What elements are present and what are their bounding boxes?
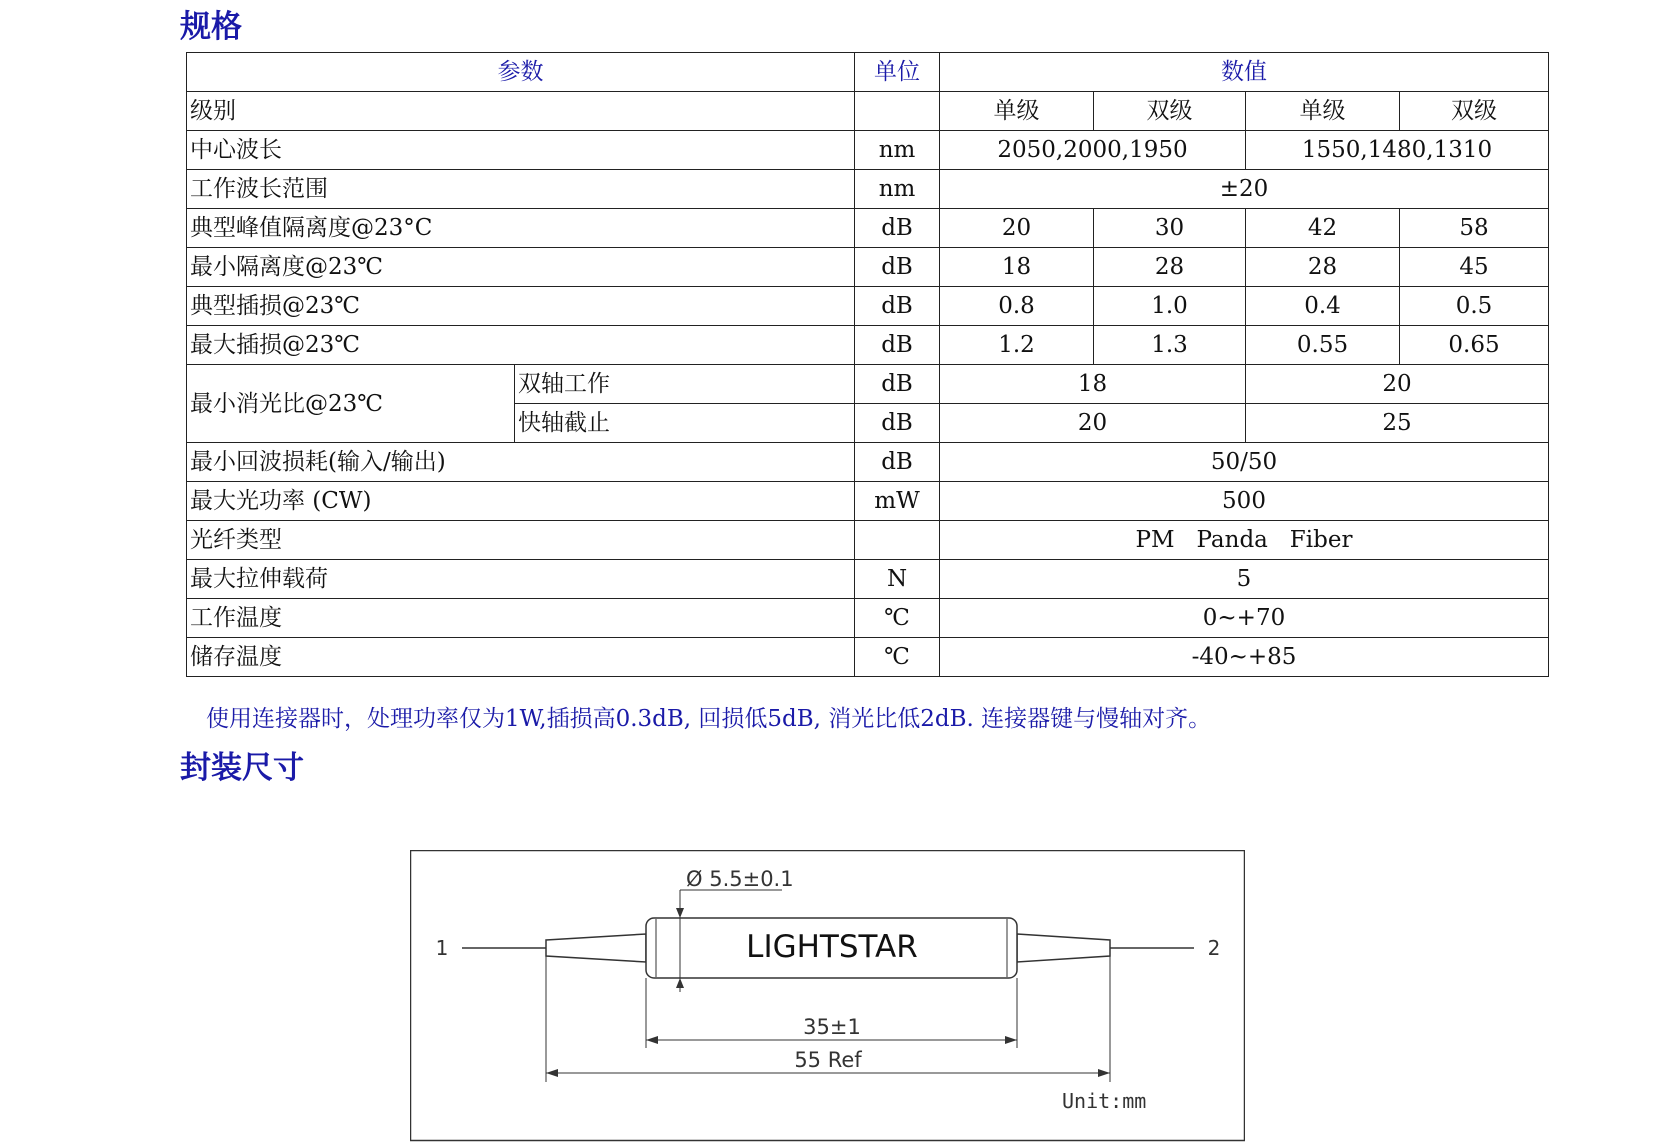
value-cell: 1.2 — [940, 326, 1094, 365]
value-cell: -40~+85 — [940, 638, 1549, 677]
value-cell: 0.5 — [1400, 287, 1549, 326]
grade-cell: 双级 — [1094, 92, 1246, 131]
total-length-label: 55 Ref — [794, 1048, 862, 1072]
table-header-row — [187, 53, 1549, 92]
value-cell: 18 — [940, 248, 1094, 287]
row-unit: nm — [855, 170, 940, 209]
port1-label: 1 — [435, 936, 449, 960]
value-cell: 18 — [940, 365, 1246, 404]
row-label: 级别 — [187, 92, 855, 131]
row-label: 最大拉伸载荷 — [187, 560, 855, 599]
value-cell: 1550,1480,1310 — [1246, 131, 1549, 170]
row-label: 最小隔离度@23℃ — [187, 248, 855, 287]
row-label: 典型峰值隔离度@23°C — [187, 209, 855, 248]
header-unit: 单位 — [855, 53, 940, 92]
diameter-label: Ø 5.5±0.1 — [686, 867, 794, 891]
value-cell: 58 — [1400, 209, 1549, 248]
row-label: 典型插损@23℃ — [187, 287, 855, 326]
sub-label: 快轴截止 — [515, 404, 855, 443]
row-label: 工作温度 — [187, 599, 855, 638]
unit-label: Unit:mm — [1062, 1089, 1147, 1113]
sub-label: 双轴工作 — [515, 365, 855, 404]
row-unit: nm — [855, 131, 940, 170]
table-row — [187, 287, 1549, 326]
value-cell: ±20 — [940, 170, 1549, 209]
value-cell: 20 — [940, 404, 1246, 443]
row-unit: dB — [855, 326, 940, 365]
value-cell: 1.0 — [1094, 287, 1246, 326]
row-unit: dB — [855, 365, 940, 404]
row-unit: ℃ — [855, 599, 940, 638]
value-cell: 0.55 — [1246, 326, 1400, 365]
row-unit — [855, 521, 940, 560]
table-row — [187, 209, 1549, 248]
table-row — [187, 248, 1549, 287]
table-row — [187, 131, 1549, 170]
value-cell: 20 — [940, 209, 1094, 248]
value-cell: 0.8 — [940, 287, 1094, 326]
value-cell: 28 — [1246, 248, 1400, 287]
row-label: 中心波长 — [187, 131, 855, 170]
value-cell: 5 — [940, 560, 1549, 599]
grade-cell: 单级 — [1246, 92, 1400, 131]
row-unit: dB — [855, 404, 940, 443]
table-row — [187, 92, 1549, 131]
spec-table — [186, 52, 1549, 677]
row-unit: N — [855, 560, 940, 599]
brand-label: LIGHTSTAR — [746, 929, 918, 965]
value-cell: 0.65 — [1400, 326, 1549, 365]
table-row — [187, 638, 1549, 677]
row-label: 光纤类型 — [187, 521, 855, 560]
package-heading: 封装尺寸 — [180, 750, 304, 786]
table-row — [187, 170, 1549, 209]
row-unit: dB — [855, 287, 940, 326]
row-label: 储存温度 — [187, 638, 855, 677]
port2-label: 2 — [1207, 936, 1221, 960]
table-row — [187, 599, 1549, 638]
value-cell: 500 — [940, 482, 1549, 521]
value-cell: 2050,2000,1950 — [940, 131, 1246, 170]
table-row — [187, 521, 1549, 560]
row-unit: dB — [855, 443, 940, 482]
table-row — [187, 443, 1549, 482]
value-cell: PM Panda Fiber — [940, 521, 1549, 560]
value-cell: 45 — [1400, 248, 1549, 287]
row-unit: ℃ — [855, 638, 940, 677]
value-cell: 25 — [1246, 404, 1549, 443]
row-label: 最大插损@23℃ — [187, 326, 855, 365]
package-drawing — [410, 850, 1245, 1143]
row-label: 最小消光比@23℃ — [187, 365, 515, 443]
value-cell: 20 — [1246, 365, 1549, 404]
value-cell: 42 — [1246, 209, 1400, 248]
value-cell: 0~+70 — [940, 599, 1549, 638]
grade-cell: 双级 — [1400, 92, 1549, 131]
row-label: 最大光功率 (CW) — [187, 482, 855, 521]
table-row — [187, 482, 1549, 521]
table-row — [187, 326, 1549, 365]
value-cell: 50/50 — [940, 443, 1549, 482]
value-cell: 30 — [1094, 209, 1246, 248]
grade-cell: 单级 — [940, 92, 1094, 131]
header-param: 参数 — [187, 53, 855, 92]
row-label: 最小回波损耗(输入/输出) — [187, 443, 855, 482]
row-unit — [855, 92, 940, 131]
value-cell: 0.4 — [1246, 287, 1400, 326]
header-value: 数值 — [940, 53, 1549, 92]
row-unit: dB — [855, 209, 940, 248]
row-unit: dB — [855, 248, 940, 287]
spec-heading: 规格 — [180, 9, 242, 45]
body-length-label: 35±1 — [803, 1015, 861, 1039]
row-label: 工作波长范围 — [187, 170, 855, 209]
value-cell: 1.3 — [1094, 326, 1246, 365]
table-row — [187, 560, 1549, 599]
row-unit: mW — [855, 482, 940, 521]
connector-note: 使用连接器时，处理功率仅为1W,插损高0.3dB, 回损低5dB, 消光比低2dB. 连接器键与慢轴对齐。 — [206, 706, 1212, 732]
table-row — [187, 365, 1549, 404]
value-cell: 28 — [1094, 248, 1246, 287]
